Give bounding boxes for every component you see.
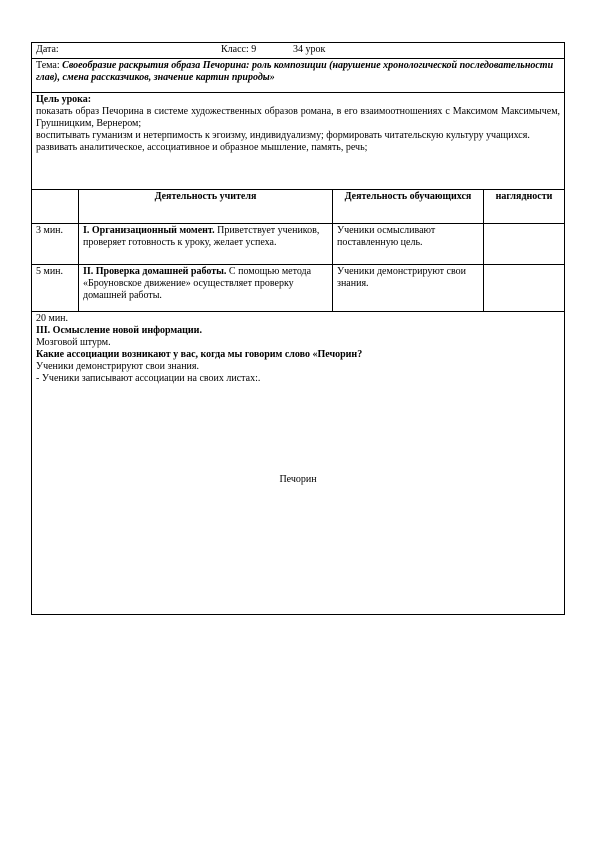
goal-cell <box>32 93 565 190</box>
row-time: 3 мин. <box>32 224 79 265</box>
column-header-students: Деятельность обучающихся <box>333 190 484 224</box>
section-time: 20 мин. <box>36 313 69 324</box>
goal-title: Цель урока: <box>36 94 92 105</box>
section-line: - Ученики записывают ассоциации на своих листах:. <box>36 373 261 384</box>
header-cell <box>32 43 565 59</box>
goal-item: показать образ Печорина в системе художественных образов романа, в его взаимоотношениях с Максимом Максимычем, Грушницким, Вернером; <box>36 106 561 129</box>
column-header-time <box>32 190 79 224</box>
row-teacher-heading: I. Организационный момент. <box>83 225 215 236</box>
topic-text: Своеобразие раскрытия образа Печорина: роль композиции (нарушение хронологической последовательности глав), смена рассказчиков, значение картин природы» <box>36 60 554 83</box>
section-row <box>32 312 565 615</box>
center-word: Печорин <box>279 474 317 485</box>
section-title: III. Осмысление новой информации. <box>36 325 202 336</box>
date-label: Дата: <box>36 44 59 55</box>
row-student-activity: Ученики осмысливают поставленную цель. <box>333 224 484 265</box>
row-teacher-text: Приветствует учеников, проверяет готовность к уроку, желает успеха. <box>83 225 320 248</box>
row-teacher-heading: II. Проверка домашней работы. <box>83 266 227 277</box>
table-row <box>32 224 565 265</box>
row-teacher-activity <box>79 224 333 265</box>
section-subtitle: Мозговой штурм. <box>36 337 111 348</box>
class-label: Класс: 9 <box>221 44 257 55</box>
goal-item: развивать аналитическое, ассоциативное и образное мышление, память, речь; <box>36 142 368 153</box>
row-visual <box>484 224 565 265</box>
section-question: Какие ассоциации возникают у вас, когда мы говорим слово «Печорин? <box>36 349 363 360</box>
topic-label: Тема: <box>36 60 60 71</box>
topic-cell <box>32 59 565 93</box>
goal-row <box>32 93 565 190</box>
row-time: 5 мин. <box>32 265 79 312</box>
column-header-teacher: Деятельность учителя <box>79 190 333 224</box>
row-student-activity: Ученики демонстрируют свои знания. <box>333 265 484 312</box>
row-teacher-activity <box>79 265 333 312</box>
header-row <box>32 43 565 59</box>
table-row <box>32 265 565 312</box>
row-teacher-text: С помощью метода «Броуновское движение» осуществляет проверку домашней работы. <box>83 266 312 301</box>
goal-item: воспитывать гуманизм и нетерпимость к эгоизму, индивидуализму; формировать читательскую культуру учащихся. <box>36 130 530 141</box>
row-visual <box>484 265 565 312</box>
section-line: Ученики демонстрируют свои знания. <box>36 361 200 372</box>
column-headers-row <box>32 190 565 224</box>
topic-row <box>32 59 565 93</box>
column-header-visual: наглядности <box>484 190 565 224</box>
lesson-plan-table <box>31 42 565 615</box>
section-cell <box>32 312 565 615</box>
lesson-number: 34 урок <box>293 44 326 55</box>
